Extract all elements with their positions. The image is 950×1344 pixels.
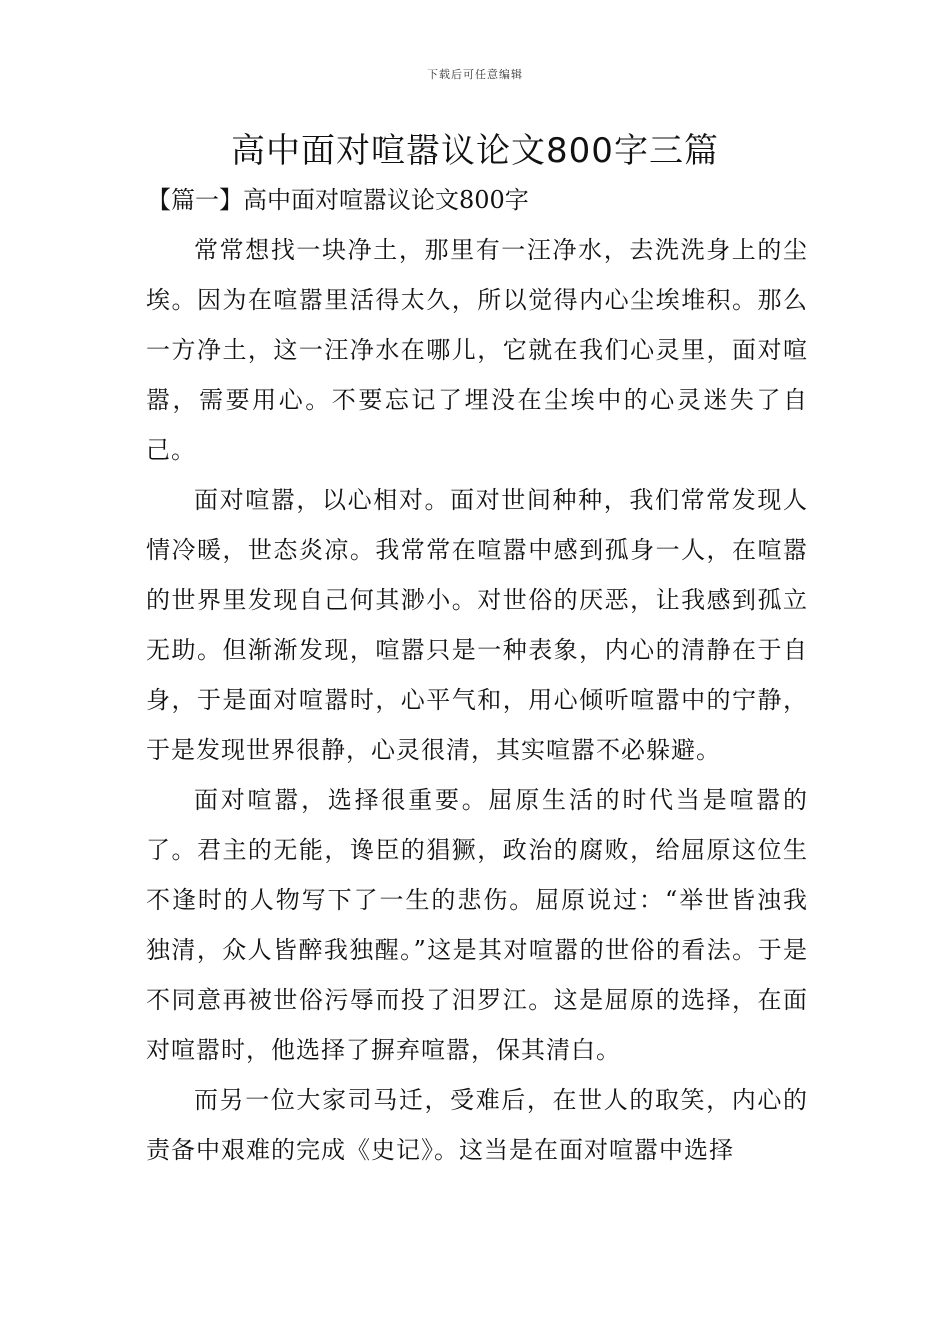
paragraph-4: 而另一位大家司马迁，受难后，在世人的取笑，内心的责备中艰难的完成《史记》。这当是在面对喧嚣中选择 [146, 1086, 808, 1164]
section-heading: 【篇一】高中面对喧嚣议论文800字 [147, 186, 529, 214]
document-title: 高中面对喧嚣议论文800字三篇 [231, 131, 719, 171]
page-header-note: 下载后可任意编辑 [427, 68, 523, 81]
paragraph-3: 面对喧嚣，选择很重要。屈原生活的时代当是喧嚣的了。君主的无能，谗臣的猖獗，政治的腐败，给屈原这位生不逢时的人物写下了一生的悲伤。屈原说过：“举世皆浊我独清，众人皆醉我独醒。”这是其对喧嚣的世俗的看法。于是不同意再被世俗污辱而投了汨罗江。这是屈原的选择，在面对喧嚣时，他选择了摒弃喧嚣，保其清白。 [146, 786, 808, 1064]
paragraph-1: 常常想找一块净土，那里有一汪净水，去洗洗身上的尘埃。因为在喧嚣里活得太久，所以觉得内心尘埃堆积。那么一方净土，这一汪净水在哪儿，它就在我们心灵里，面对喧嚣，需要用心。不要忘记了埋没在尘埃中的心灵迷失了自己。 [146, 236, 808, 464]
paragraph-2: 面对喧嚣，以心相对。面对世间种种，我们常常发现人情冷暖，世态炎凉。我常常在喧嚣中感到孤身一人，在喧嚣的世界里发现自己何其渺小。对世俗的厌恶，让我感到孤立无助。但渐渐发现，喧嚣只是一种表象，内心的清静在于自身，于是面对喧嚣时，心平气和，用心倾听喧嚣中的宁静，于是发现世界很静，心灵很清，其实喧嚣不必躲避。 [146, 486, 808, 764]
document-body [146, 225, 808, 1175]
